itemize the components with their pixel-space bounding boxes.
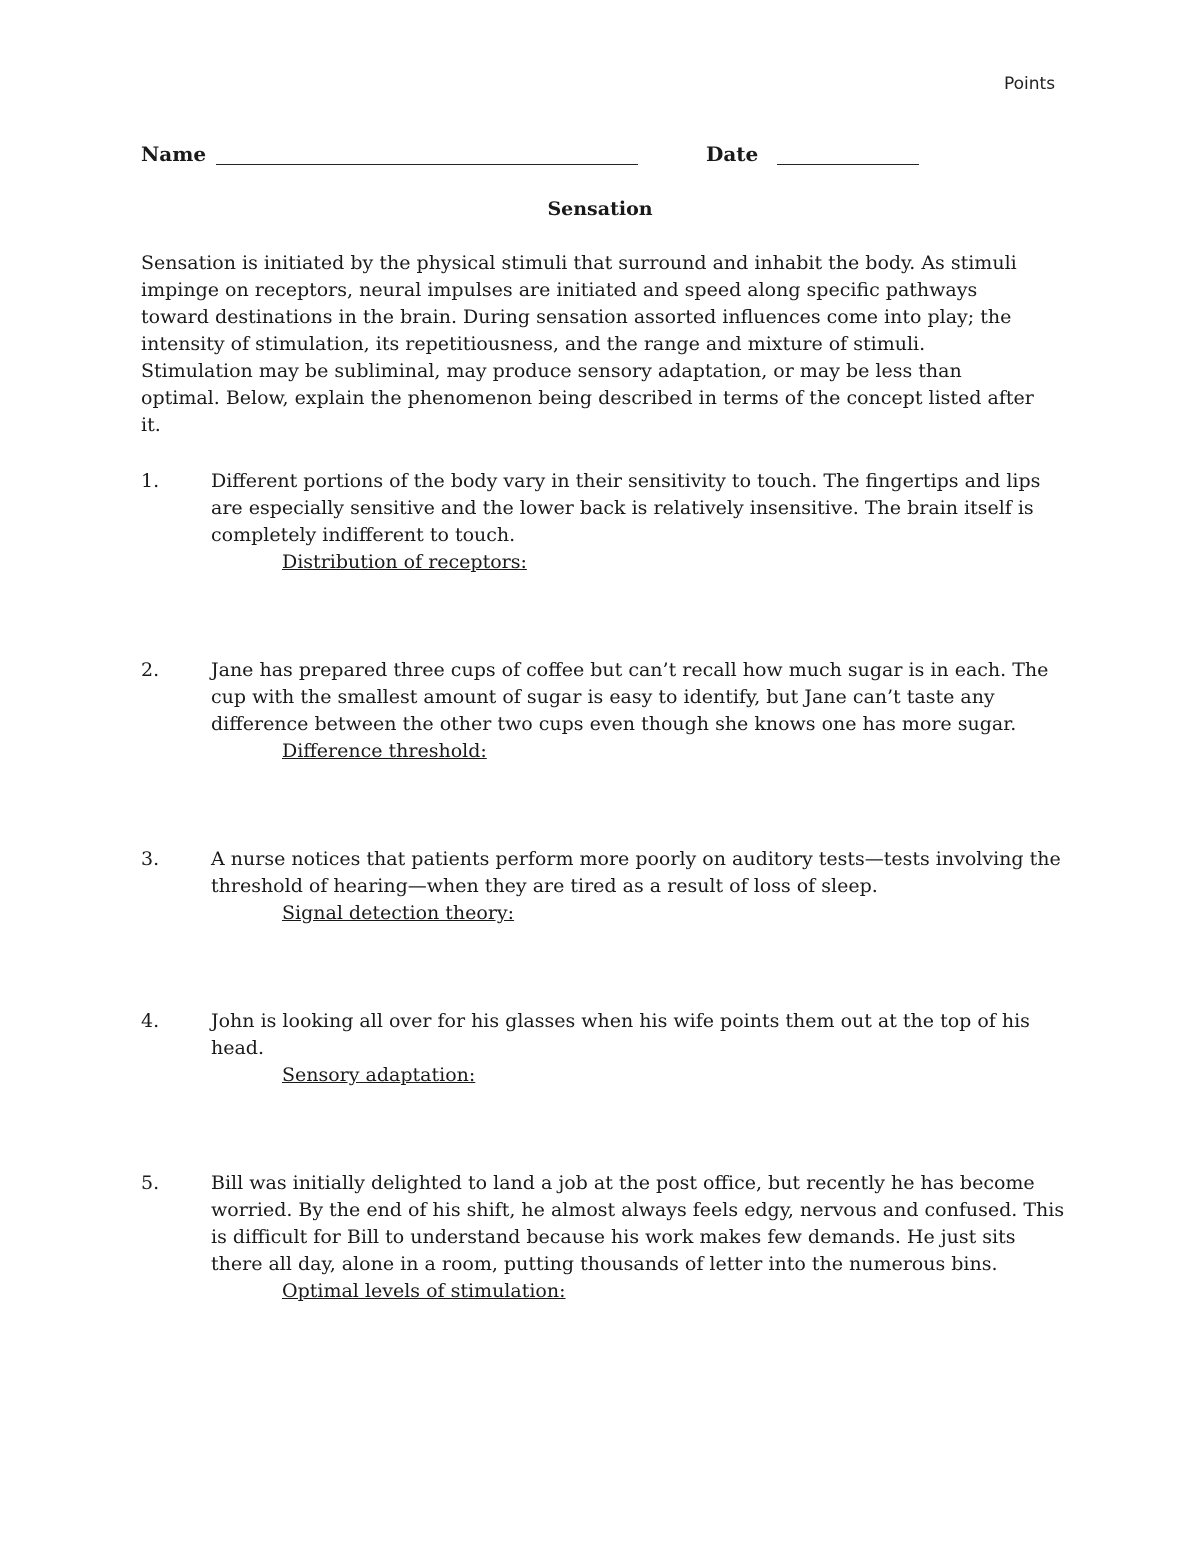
page-title: Sensation	[547, 198, 653, 220]
points-label: Points	[1004, 74, 1056, 94]
question-number: 1.	[141, 470, 160, 492]
question-number: 4.	[141, 1010, 160, 1032]
name-blank-line[interactable]	[216, 164, 638, 165]
question-number: 5.	[141, 1172, 160, 1194]
concept-label: Difference threshold:	[282, 740, 487, 762]
date-label: Date	[706, 142, 759, 166]
question-text: Bill was initially delighted to land a job at the post office, but recently he has become worried. By the end of his shift, he almost always feels edgy, nervous and confused. This is difficult for Bill to understand because his work makes few demands. He just sits there all day, alone in a room, putting thousands of letter into the numerous bins.	[211, 1172, 1065, 1275]
question-text: Different portions of the body vary in their sensitivity to touch. The fingertips and lips are especially sensitive and the lower back is relatively insensitive. The brain itself is completely indifferent to touch.	[211, 470, 1041, 546]
concept-label: Signal detection theory:	[282, 902, 515, 924]
date-blank-line[interactable]	[777, 164, 919, 165]
question-text: A nurse notices that patients perform more poorly on auditory tests—tests involving the threshold of hearing—when they are tired as a result of loss of sleep.	[211, 848, 1061, 897]
question-item-5	[141, 1170, 1066, 1305]
question-item-1	[141, 468, 1066, 576]
question-number: 3.	[141, 848, 160, 870]
question-number: 2.	[141, 659, 160, 681]
concept-label: Sensory adaptation:	[282, 1064, 476, 1086]
concept-label: Distribution of receptors:	[282, 551, 527, 573]
question-item-2	[141, 657, 1066, 765]
intro-paragraph: Sensation is initiated by the physical stimuli that surround and inhabit the body. As stimuli impinge on receptors, neural impulses are initiated and speed along specific pathways toward destinations in the brain. During sensation assorted influences come into play; the intensity of stimulation, its repetitiousness, and the range and mixture of stimuli. Stimulation may be subliminal, may produce sensory adaptation, or may be less than optimal. Below, explain the phenomenon being described in terms of the concept listed after it.	[141, 252, 1034, 436]
question-item-4	[141, 1008, 1066, 1089]
name-date-row	[141, 142, 941, 172]
name-label: Name	[141, 142, 207, 166]
question-text: John is looking all over for his glasses when his wife points them out at the top of his head.	[211, 1010, 1030, 1059]
question-text: Jane has prepared three cups of coffee but can’t recall how much sugar is in each. The cup with the smallest amount of sugar is easy to identify, but Jane can’t taste any difference between the other two cups even though she knows one has more sugar.	[211, 659, 1049, 735]
question-item-3	[141, 846, 1066, 927]
concept-label: Optimal levels of stimulation:	[282, 1280, 566, 1302]
